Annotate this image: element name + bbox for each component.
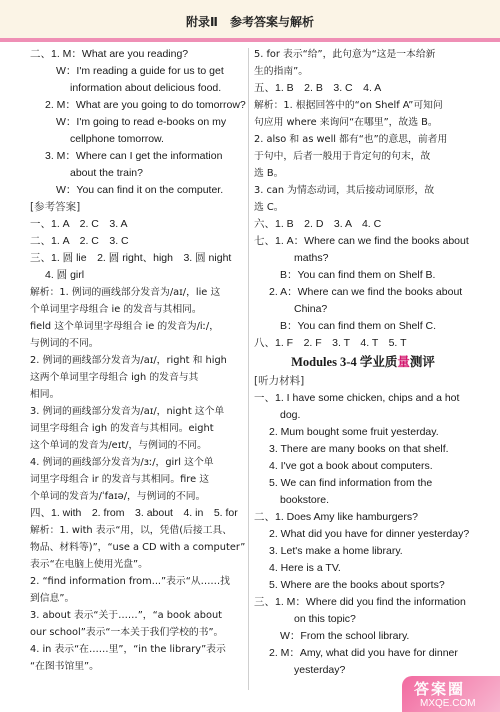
text-line: 解析：1. 例词的画线部分发音为/aɪ/，lie 这 xyxy=(30,287,221,298)
text-line: China? xyxy=(294,303,328,315)
text-line: 于句中，后者一般用于肯定句的句末，故 xyxy=(254,151,431,162)
text-line: 2. “find information from...”表示“从……找 xyxy=(30,576,230,587)
text-line: B：You can find them on Shelf B. xyxy=(280,269,436,281)
text-line: 解析：1. with 表示“用，以，凭借(后接工具、 xyxy=(30,525,233,536)
text-line: bookstore. xyxy=(280,494,330,506)
text-line: W：I'm reading a guide for us to get xyxy=(56,65,224,77)
text-line: field 这个单词里字母组合 ie 的发音为/iː/， xyxy=(30,321,220,332)
text-line: 七、1. A：Where can we find the books about xyxy=(254,235,469,247)
text-line: 生的指南”。 xyxy=(254,66,309,77)
text-line: 五、1. B 2. B 3. C 4. A xyxy=(254,82,382,94)
text-line: 4. I've got a book about computers. xyxy=(269,460,433,472)
column-divider xyxy=(248,48,249,690)
text-line: 到信息”。 xyxy=(30,593,75,604)
text-line: 3. 例词的画线部分发音为/aɪ/，night 这个单 xyxy=(30,406,225,417)
left-column xyxy=(30,46,248,675)
right-column xyxy=(254,46,472,679)
text-line: 2. Mum bought some fruit yesterday. xyxy=(269,426,439,438)
text-line: 2. M：Amy, what did you have for dinner xyxy=(269,647,458,659)
text-line: information about delicious food. xyxy=(70,82,222,94)
text-line: 4. in 表示“在……里”，“in the library”表示 xyxy=(30,644,226,655)
text-line: yesterday? xyxy=(294,664,346,676)
text-line: 词里字母组合 ir 的发音与其相同。fire 这 xyxy=(30,474,210,485)
text-line: 选 B。 xyxy=(254,168,284,179)
header-stripe xyxy=(0,38,500,42)
text-line: dog. xyxy=(280,409,301,421)
text-line: 一、1. A 2. C 3. A xyxy=(30,218,128,230)
text-line: 二、1. A 2. C 3. C xyxy=(30,235,129,247)
text-line: 这个单词的发音为/eɪt/，与例词的不同。 xyxy=(30,440,207,451)
section-title: Modules 3-4 学业质量测评 xyxy=(291,355,435,369)
text-line: 4. 圆 girl xyxy=(45,269,85,281)
text-line: 个单词里字母组合 ie 的发音与其相同。 xyxy=(30,304,202,315)
text-line: 三、1. M：Where did you find the information xyxy=(254,596,466,608)
text-line: 六、1. B 2. D 3. A 4. C xyxy=(254,218,382,230)
text-line: 5. for 表示“给”，此句意为“这是一本给新 xyxy=(254,49,436,60)
text-line: 解析：1. 根据回答中的“on Shelf A”可知问 xyxy=(254,100,443,111)
text-line: 选 C。 xyxy=(254,202,284,213)
text-line: 2. What did you have for dinner yesterday? xyxy=(269,528,470,540)
text-line: 4. Here is a TV. xyxy=(269,562,341,574)
text-line: B：You can find them on Shelf C. xyxy=(280,320,437,332)
text-line: cellphone tomorrow. xyxy=(70,133,164,145)
text-line: 二、1. Does Amy like hamburgers? xyxy=(254,511,418,523)
text-line: 二、1. M：What are you reading? xyxy=(30,48,189,60)
text-line: 2. A：Where can we find the books about xyxy=(269,286,463,298)
section-label: [听力材料] xyxy=(254,375,305,387)
text-line: 四、1. with 2. from 3. about 4. in 5. for xyxy=(30,507,238,519)
text-line: 2. M：What are you going to do tomorrow? xyxy=(45,99,246,111)
text-line: 物品、材料等)”，“use a CD with a computer” xyxy=(30,542,246,553)
text-line: 表示“在电脑上使用光盘”。 xyxy=(30,559,148,570)
text-line: 与例词的不同。 xyxy=(30,338,99,349)
text-line: W：I'm going to read e-books on my xyxy=(56,116,227,128)
text-line: 句应用 where 来询问“在哪里”，故选 B。 xyxy=(254,117,438,128)
text-line: 5. Where are the books about sports? xyxy=(269,579,445,591)
watermark-url: MXQE.COM xyxy=(420,698,476,709)
highlight-char: 量 xyxy=(397,355,410,369)
text-line: 一、1. I have some chicken, chips and a hot xyxy=(254,392,460,404)
text-line: on this topic? xyxy=(294,613,356,625)
section-label: [参考答案] xyxy=(30,201,81,213)
text-line: 相同。 xyxy=(30,389,60,400)
text-line: “在图书馆里”。 xyxy=(30,661,99,672)
text-line: 个单词的发音为/ˈfaɪə/，与例词的不同。 xyxy=(30,491,206,502)
text-line: 3. can 为情态动词，其后接动词原形，故 xyxy=(254,185,435,196)
text-line: 3. Let's make a home library. xyxy=(269,545,403,557)
text-line: 3. about 表示“关于……”，“a book about xyxy=(30,610,223,621)
watermark-text: 答案圈 xyxy=(414,680,466,698)
text-line: 词里字母组合 igh 的发音与其相同。eight xyxy=(30,423,214,434)
text-line: W：You can find it on the computer. xyxy=(56,184,224,196)
text-line: 4. 例词的画线部分发音为/ɜː/，girl 这个单 xyxy=(30,457,214,468)
text-line: 2. 例词的画线部分发音为/aɪ/，right 和 high xyxy=(30,355,227,366)
text-line: 5. We can find information from the xyxy=(269,477,433,489)
text-line: 三、1. 圆 lie 2. 圆 right、high 3. 圆 night xyxy=(30,252,232,264)
page-title: 附录Ⅱ 参考答案与解析 xyxy=(186,15,314,29)
text-line: maths? xyxy=(294,252,329,264)
text-line: our school”表示“一本关于我们学校的书”。 xyxy=(30,627,224,638)
text-line: 2. also 和 as well 都有“也”的意思，前者用 xyxy=(254,134,448,145)
text-line: 这两个单词里字母组合 igh 的发音与其 xyxy=(30,372,199,383)
text-line: 3. There are many books on that shelf. xyxy=(269,443,449,455)
text-line: 八、1. F 2. F 3. T 4. T 5. T xyxy=(254,337,407,349)
text-line: 3. M：Where can I get the information xyxy=(45,150,223,162)
text-line: W：From the school library. xyxy=(280,630,410,642)
text-line: about the train? xyxy=(70,167,143,179)
